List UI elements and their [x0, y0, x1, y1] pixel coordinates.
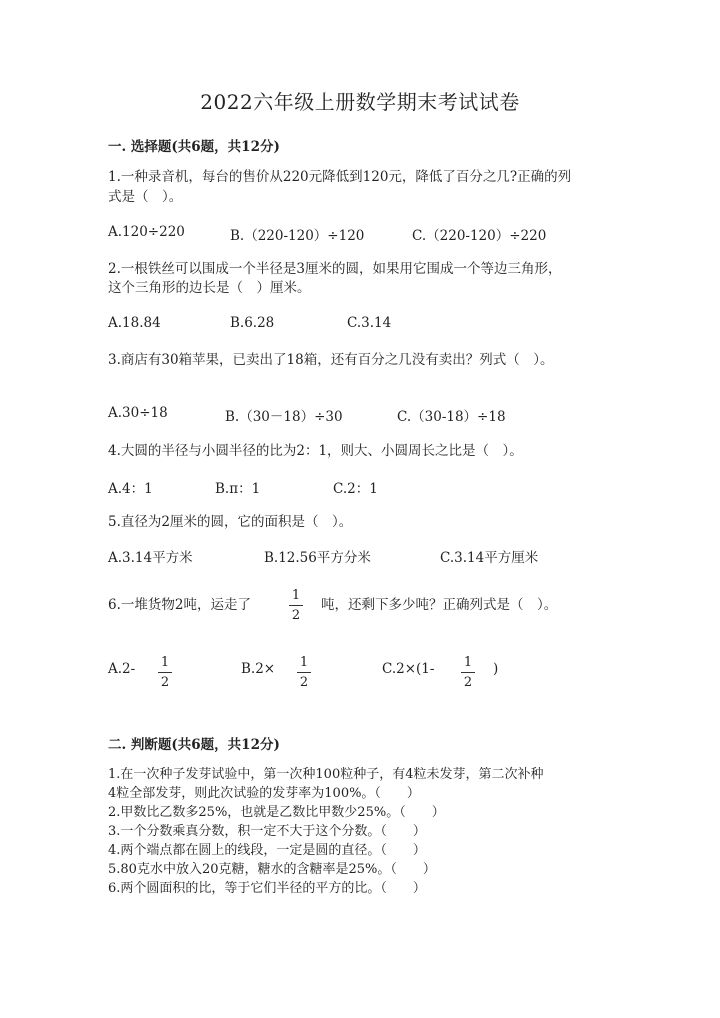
- question-3-option-c: C.（30-18）÷18: [397, 409, 506, 425]
- fraction-numerator: 1: [299, 655, 309, 670]
- judgement-line-2: 4粒全部发芽，则此次试验的发芽率为100%。（ ）: [108, 786, 420, 801]
- question-4-option-b: B.π：1: [215, 481, 261, 497]
- fraction-numerator: 1: [463, 655, 473, 670]
- question-1-option-c: C.（220-120）÷220: [412, 228, 547, 244]
- question-6-option-c-close: ): [493, 661, 499, 677]
- question-5-line-1: 5.直径为2厘米的圆，它的面积是（ ）。: [108, 514, 353, 530]
- fraction-bar: [461, 672, 475, 673]
- question-5-option-b: B.12.56平方分米: [264, 550, 371, 566]
- question-5-option-c: C.3.14平方厘米: [440, 550, 539, 566]
- judgement-line-7: 6.两个圆面积的比，等于它们半径的平方的比。（ ）: [108, 881, 426, 896]
- question-3-line-1: 3.商店有30箱苹果，已卖出了18箱，还有百分之几没有卖出？列式（ ）。: [108, 352, 554, 368]
- question-1-line-2: 式是（ ）。: [108, 189, 183, 205]
- fraction-bar: [158, 672, 172, 673]
- question-4-option-a: A.4：1: [108, 481, 153, 497]
- judgement-line-4: 3.一个分数乘真分数，积一定不大于这个分数。（ ）: [108, 824, 426, 839]
- judgement-line-3: 2.甲数比乙数多25%，也就是乙数比甲数少25%。（ ）: [108, 805, 445, 820]
- question-1-option-a: A.120÷220: [108, 224, 185, 240]
- question-2-option-a: A.18.84: [108, 315, 161, 331]
- question-5-option-a: A.3.14平方米: [108, 550, 193, 566]
- fraction-bar: [297, 672, 311, 673]
- question-2-line-1: 2.一根铁丝可以围成一个半径是3厘米的圆，如果用它围成一个等边三角形，: [108, 261, 562, 277]
- question-2-option-b: B.6.28: [230, 315, 275, 331]
- fraction-denominator: 2: [463, 675, 473, 690]
- question-6-fraction: [289, 588, 303, 623]
- fraction-denominator: 2: [291, 608, 301, 623]
- section-heading-judgement: 二. 判断题(共6题，共12分): [108, 737, 280, 753]
- question-6-option-c-fraction: [461, 655, 475, 690]
- question-6-text-after: 吨，还剩下多少吨？正确列式是（ ）。: [321, 597, 558, 613]
- fraction-bar: [289, 605, 303, 606]
- question-6-option-b: B.2×: [241, 661, 276, 677]
- question-1-option-b: B.（220-120）÷120: [230, 228, 365, 244]
- question-4-line-1: 4.大圆的半径与小圆半径的比为2：1，则大、小圆周长之比是（ ）。: [108, 443, 523, 459]
- question-3-option-a: A.30÷18: [108, 405, 168, 421]
- question-6-text-before: 6.一堆货物2吨，运走了: [108, 597, 251, 613]
- fraction-denominator: 2: [160, 675, 170, 690]
- page-title: 2022六年级上册数学期末考试试卷: [200, 90, 520, 114]
- judgement-line-5: 4.两个端点都在圆上的线段，一定是圆的直径。（ ）: [108, 843, 426, 858]
- question-2-option-c: C.3.14: [347, 315, 392, 331]
- section-heading-choice: 一. 选择题(共6题，共12分): [108, 139, 280, 155]
- question-6-option-a-fraction: [158, 655, 172, 690]
- question-6-option-c: C.2×(1-: [382, 661, 435, 677]
- question-6-option-a: A.2-: [108, 661, 136, 677]
- fraction-denominator: 2: [299, 675, 309, 690]
- question-2-line-2: 这个三角形的边长是（ ）厘米。: [108, 280, 311, 296]
- fraction-numerator: 1: [160, 655, 170, 670]
- question-6-option-b-fraction: [297, 655, 311, 690]
- question-1-line-1: 1.一种录音机，每台的售价从220元降低到120元，降低了百分之几?正确的列: [108, 169, 572, 185]
- fraction-numerator: 1: [291, 588, 301, 603]
- judgement-line-6: 5.80克水中放入20克糖，糖水的含糖率是25%。（ ）: [108, 862, 436, 877]
- question-3-option-b: B.（30－18）÷30: [225, 409, 343, 425]
- judgement-line-1: 1.在一次种子发芽试验中，第一次种100粒种子，有4粒未发芽，第二次补种: [108, 767, 544, 782]
- question-4-option-c: C.2：1: [333, 481, 378, 497]
